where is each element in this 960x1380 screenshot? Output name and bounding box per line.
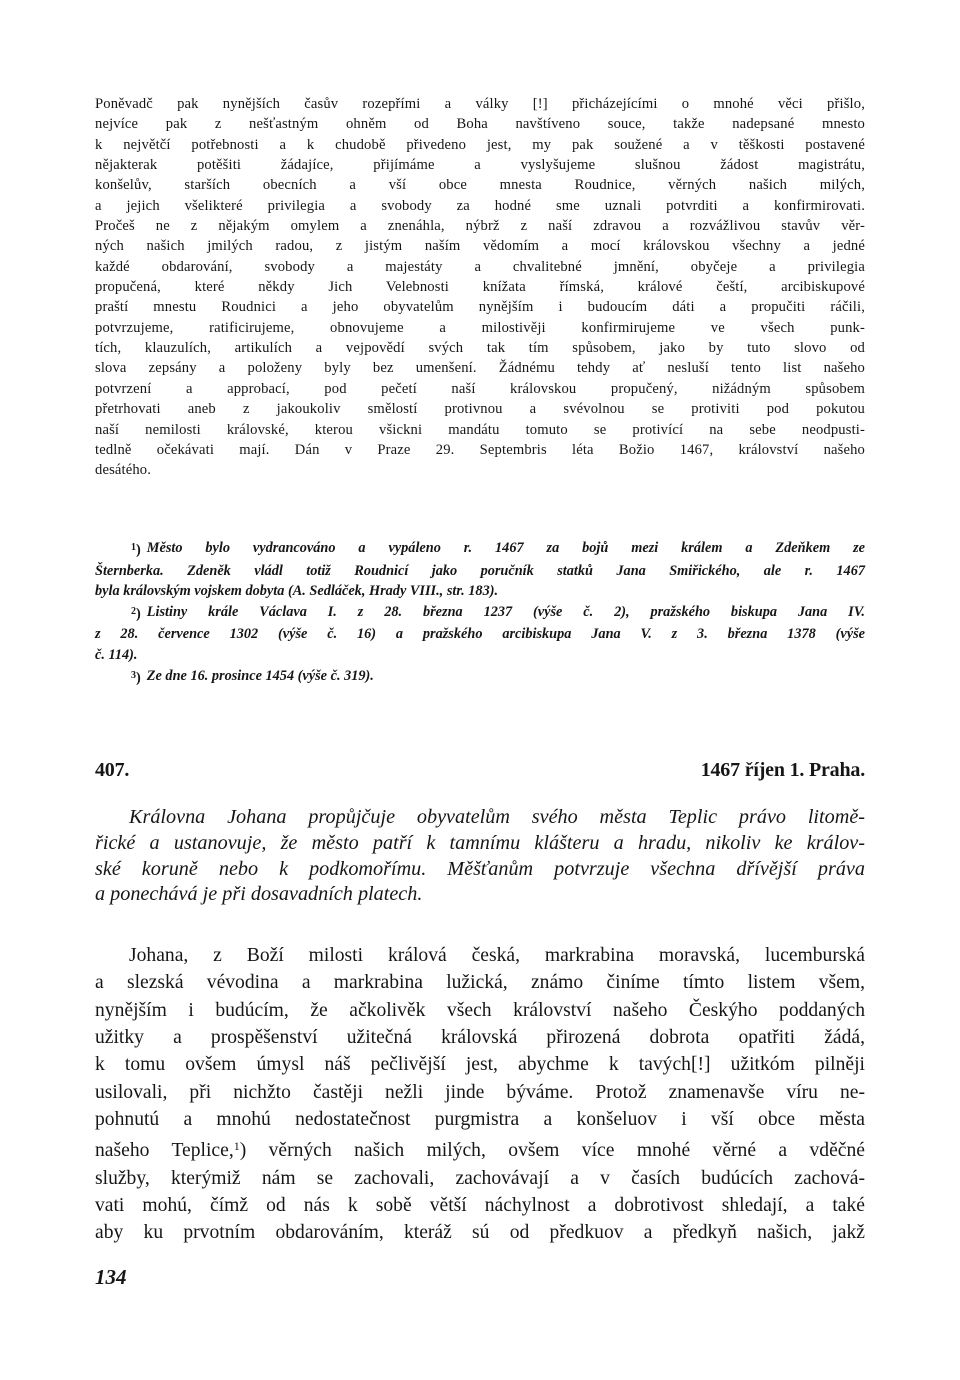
footnote-line: č. 114). [95,646,138,663]
text-line: tích, klauzulích, artikulích a vejpovědí svých tak tím spůsobem, jako by tuto slovo od [95,340,865,357]
text-line: každé obdarování, svobody a majestáty a chvalitebné jmnění, obyčeje a privilegia [95,258,865,275]
document-heading [95,759,865,789]
main-text-line: pohnutú a mnohú nedostatečnost purgmistra a konšeluov i vší obce města [95,1109,865,1131]
text-line: a jejich všelikteré privilegia a svobody za hodné sme uznali potvrditi a konfirmirovati. [95,197,865,214]
footnote-marker-paren: ) [136,605,141,622]
text-line: propučená, které někdy Jich Velebnosti knížata římská, králové čeští, arcibiskupové [95,279,865,296]
text-line: tedlně očekávati mají. Dán v Praze 29. Septembris léta Božio 1467, království našeho [95,441,865,458]
text-line: desátého. [95,462,152,479]
main-text-line: k tomu ovšem úmysl náš pečlivější jest, abychme k tavých[!] užitkóm pilněji [95,1054,865,1076]
footnote-first-line [131,602,865,625]
text-line: naší nemilosti královské, kterou všicknі mandátu tomuto se protivící na sebe neodpusti- [95,421,865,438]
footnote-marker-paren: ) [136,669,141,686]
footnote-text: Listiny krále Václava I. z 28. března 1237 (výše č. 2), pražského biskupa Jana IV. [146,603,865,620]
text-line: nějakterak potěšiti žádajíce, přijímáme a vyslyšujeme slušnou žádost magistrátu, [95,157,865,174]
text-line: ných našich jmilých radou, z jistým naším vědomím a mocí královskou všechny a jedné [95,238,865,255]
footnote-marker: 1 [131,542,136,553]
footnote-first-line [131,666,865,689]
main-text-line: aby ku prvotním obdarováním, kteráž sú od předkuov a předkyň našich, jakž [95,1222,865,1244]
main-text-line: a slezská vévodina a markrabina lužická, známo činíme tímto listem všem, [95,972,865,994]
regest-block [95,805,865,908]
footnote-text: Ze dne 16. prosince 1454 (výše č. 319). [146,667,374,684]
text-line: praští mnestu Roudnici a jeho obyvatelům nynějším i budoucím dáti a propučiti ráčili, [95,299,865,316]
main-text-line: užitky a prospěšenství užitečná královská přirozená dobrota opatřiti žádá, [95,1027,865,1049]
text-line: Poněvadč pak nynějších časův rozepřími a války [!] přicházejícími o mnohé věci přišlo, [95,96,865,112]
text-line: potvrzujeme, ratificirujeme, obnovujeme a milostivěji konfirmirujeme ve všech punk- [95,319,865,336]
footnotes-block [95,538,865,688]
main-text-line: služby, kterýmiž nám se zachovali, zachovávají a v časích budúcích zachová- [95,1167,865,1189]
main-text-line: nynějším i budúcím, že ačkolivěk všech království našeho Českýho poddaných [95,999,865,1021]
main-text-line [95,1133,865,1164]
text-line: Pročeš ne z nějakým omylem a znenáhla, nýbrž z naší zdravou a rozvážlivou stavův věr- [95,218,865,235]
main-text-fragment: našeho Teplice, [95,1140,234,1162]
text-line: k největčí potřebnosti a k chudobě přivedeno jest, my pak soužené a v těškosti postavené [95,136,865,153]
main-text-line: usilovali, při nichžto častěji nežli jinde býváme. Protož znamenavše víru ne- [95,1081,865,1103]
text-line: přetrhovati aneb z jakoukoliv smělostí protivnou a svévolnou se protiviti pod pokutou [95,401,865,418]
regest-line: Královna Johana propůjčuje obyvatelům svého města Teplic právo litomě- [129,806,865,828]
document-number: 407. [95,759,130,781]
footnote-marker: 2 [131,605,136,617]
main-text-line: Johana, z Boží milosti králová česká, markrabina moravská, lucemburská [129,945,865,966]
footnote-text: Město bylo vydrancováno a vypáleno r. 1467 za bojů mezi králem a Zdeňkem ze [146,540,865,556]
footnote-first-line [131,538,865,561]
footnote-line [95,666,865,689]
main-text-fragment: věrných našich milých, ovšem více mnohé věrné a vděčné [246,1140,865,1162]
text-line: potvrzení a approbací, pod pečetí naší královskou propučený, nižádným spůsobem [95,380,865,397]
regest-line: ské koruně nebo k podkomořímu. Měšťanům potvrzuje všechna dřívější práva [95,857,865,880]
regest-line: řické a ustanovuje, že město patří k tamnímu klášteru a hradu, nikoliv ke králov- [95,831,865,854]
footnote-line [95,602,865,625]
text-line: konšelův, starších obecních a vší obce mnesta Roudnice, věrných našich milých, [95,177,865,194]
footnote-line: z 28. července 1302 (výše č. 16) a pražského arcibiskupa Jana V. z 3. března 1378 (výše [95,626,865,643]
text-line: slova zepsány a položeny byly bez umenšení. Žádnému tehdy ať nesluší tento list našeho [95,360,865,377]
main-text-line: vati mohú, čímž od nás k sobě větší náchylnost a dobrotivost shledají, a také [95,1195,865,1217]
footnote-reference-paren: ) [239,1140,247,1162]
regest-line: a ponechává je při dosavadních platech. [95,883,423,906]
document-date: 1467 říjen 1. Praha. [700,759,865,781]
footnote-line: Šternberka. Zdeněk vládl totiž Roudnicí jako poručník statků Jana Smiřického, ale r. 1467 [95,562,865,579]
footnote-marker: 3 [131,669,136,681]
page-number: 134 [95,1265,127,1289]
footnote-marker-paren: ) [136,542,141,558]
text-line: nejvíce pak z nešťastným ohněm od Boha navštíveno souce, takže nadepsané mnesto [95,116,865,133]
footnote-line [95,538,865,561]
main-text-block [95,942,865,1247]
footnote-line: byla královským vojskem dobyta (A. Sedláček, Hrady VIII., str. 183). [95,583,499,600]
footnote-reference: 1 [233,1139,240,1154]
upper-text-block [95,94,865,481]
